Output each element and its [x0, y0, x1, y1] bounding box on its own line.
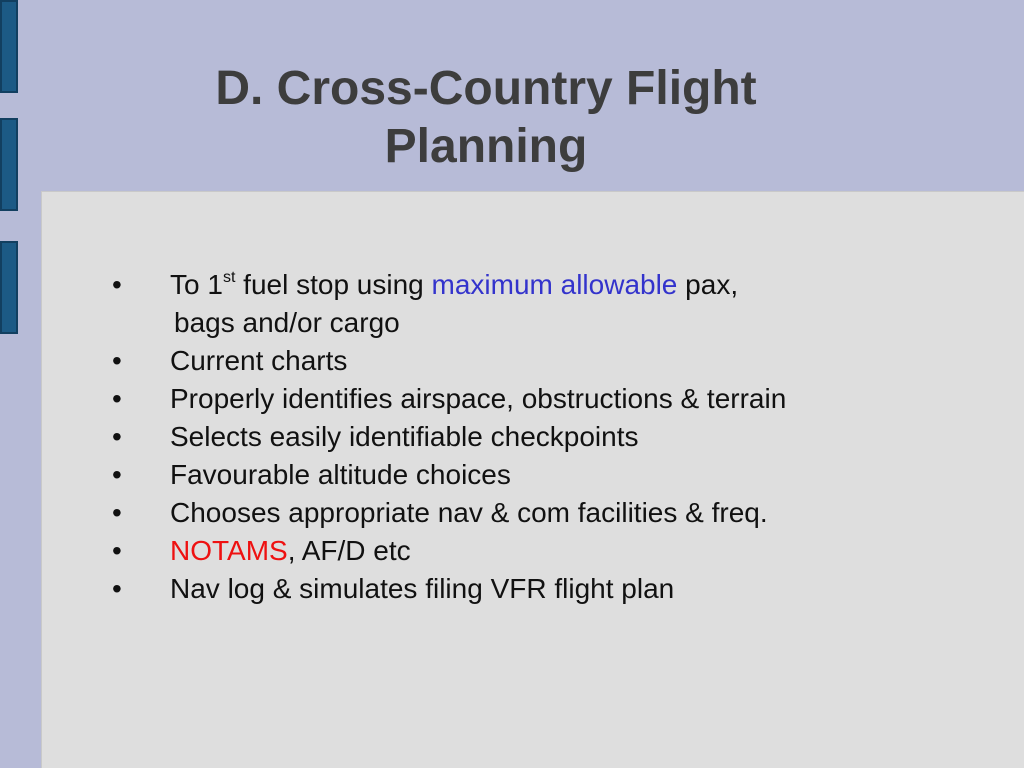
item-text: Properly identifies airspace, obstructions & terrain — [170, 383, 787, 414]
list-item — [108, 532, 786, 570]
item-text: Favourable altitude choices — [170, 459, 511, 490]
list-item — [108, 380, 786, 418]
bullet-icon: • — [112, 421, 122, 452]
list-item — [108, 570, 786, 608]
item-text: Nav log & simulates filing VFR flight plan — [170, 573, 675, 604]
item-text: To 1 — [170, 269, 223, 300]
bullet-icon: • — [112, 345, 122, 376]
item-text: pax, — [677, 269, 739, 300]
bullet-icon: • — [112, 573, 122, 604]
item-continuation: bags and/or cargo — [174, 307, 400, 338]
list-item — [108, 494, 786, 532]
side-decoration-bar — [0, 0, 18, 93]
item-text: , AF/D etc — [287, 535, 411, 566]
bullet-icon: • — [112, 269, 122, 300]
title-line-1: D. Cross-Country Flight — [215, 62, 757, 115]
item-text: Chooses appropriate nav & com facilities & freq. — [170, 497, 768, 528]
highlighted-text: maximum allowable — [431, 269, 678, 300]
highlighted-text: NOTAMS — [170, 535, 288, 566]
bullet-list — [108, 266, 786, 608]
bullet-icon: • — [112, 383, 122, 414]
bullet-icon: • — [112, 535, 122, 566]
item-text: Current charts — [170, 345, 348, 376]
bullet-icon: • — [112, 459, 122, 490]
item-text: fuel stop using — [235, 269, 432, 300]
title-line-2: Planning — [384, 120, 588, 173]
slide-title — [96, 60, 876, 176]
list-item — [108, 456, 786, 494]
side-decoration-bar — [0, 118, 18, 211]
bullet-icon: • — [112, 497, 122, 528]
list-item — [108, 266, 786, 342]
list-item — [108, 418, 786, 456]
item-text: Selects easily identifiable checkpoints — [170, 421, 639, 452]
list-item — [108, 342, 786, 380]
ordinal-suffix: st — [222, 268, 236, 286]
side-decoration-bar — [0, 241, 18, 334]
